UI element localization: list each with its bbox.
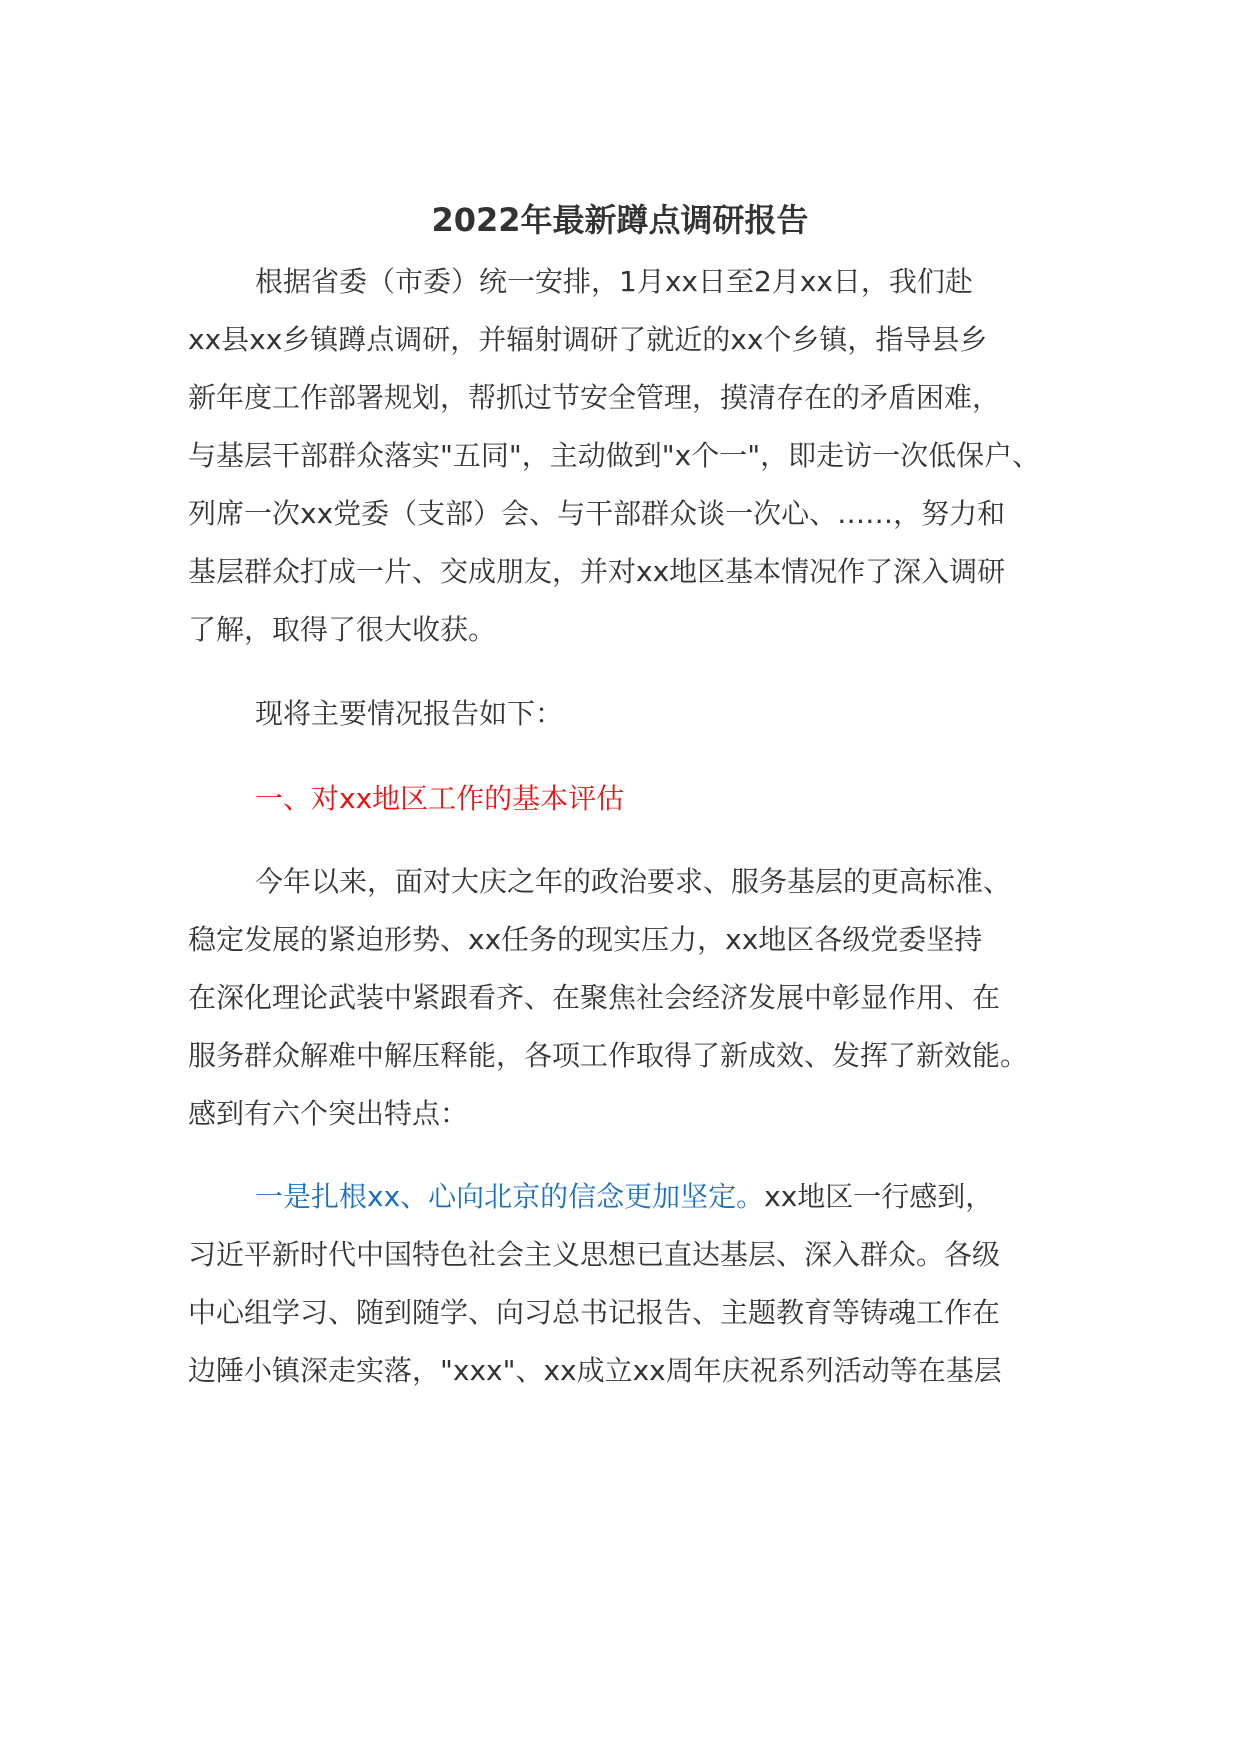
intro-line-6: 基层群众打成一片、交成朋友，并对xx地区基本情况作了深入调研 [188,555,1006,588]
intro-line-3: 新年度工作部署规划，帮抓过节安全管理，摸清存在的矛盾困难， [188,381,1001,414]
point1-heading: 一是扎根xx、心向北京的信念更加坚定。 [255,1180,765,1213]
intro-line-5: 列席一次xx党委（支部）会、与干部群众谈一次心、……，努力和 [188,497,1006,530]
section1-line-1: 今年以来，面对大庆之年的政治要求、服务基层的更高标准、 [255,865,1012,898]
point1-first-line [255,1177,1145,1217]
point1-line-3: 中心组学习、随到随学、向习总书记报告、主题教育等铸魂工作在 [188,1296,1001,1329]
intro-line-1: 根据省委（市委）统一安排，1月xx日至2月xx日，我们赴 [255,265,973,298]
document-title: 2022年最新蹲点调研报告 [431,201,809,239]
section1-line-2: 稳定发展的紧迫形势、xx任务的现实压力，xx地区各级党委坚持 [188,923,983,956]
report-intro: 现将主要情况报告如下： [255,697,564,730]
section1-line-5: 感到有六个突出特点： [188,1097,469,1130]
intro-line-2: xx县xx乡镇蹲点调研，并辐射调研了就近的xx个乡镇，指导县乡 [188,323,988,356]
point1-line-4: 边陲小镇深走实落，"xxx"、xx成立xx周年庆祝系列活动等在基层 [188,1354,1002,1387]
intro-line-4: 与基层干部群众落实"五同"，主动做到"x个一"，即走访一次低保户、 [188,439,1041,472]
section1-line-4: 服务群众解难中解压释能，各项工作取得了新成效、发挥了新效能。 [188,1039,1029,1072]
point1-first-line-rest: xx地区一行感到， [764,1180,994,1213]
section-heading-1: 一、对xx地区工作的基本评估 [255,782,625,815]
section1-line-3: 在深化理论武装中紧跟看齐、在聚焦社会经济发展中彰显作用、在 [188,981,1001,1014]
intro-line-7: 了解，取得了很大收获。 [188,613,497,646]
point1-line-2: 习近平新时代中国特色社会主义思想已直达基层、深入群众。各级 [188,1238,1001,1271]
